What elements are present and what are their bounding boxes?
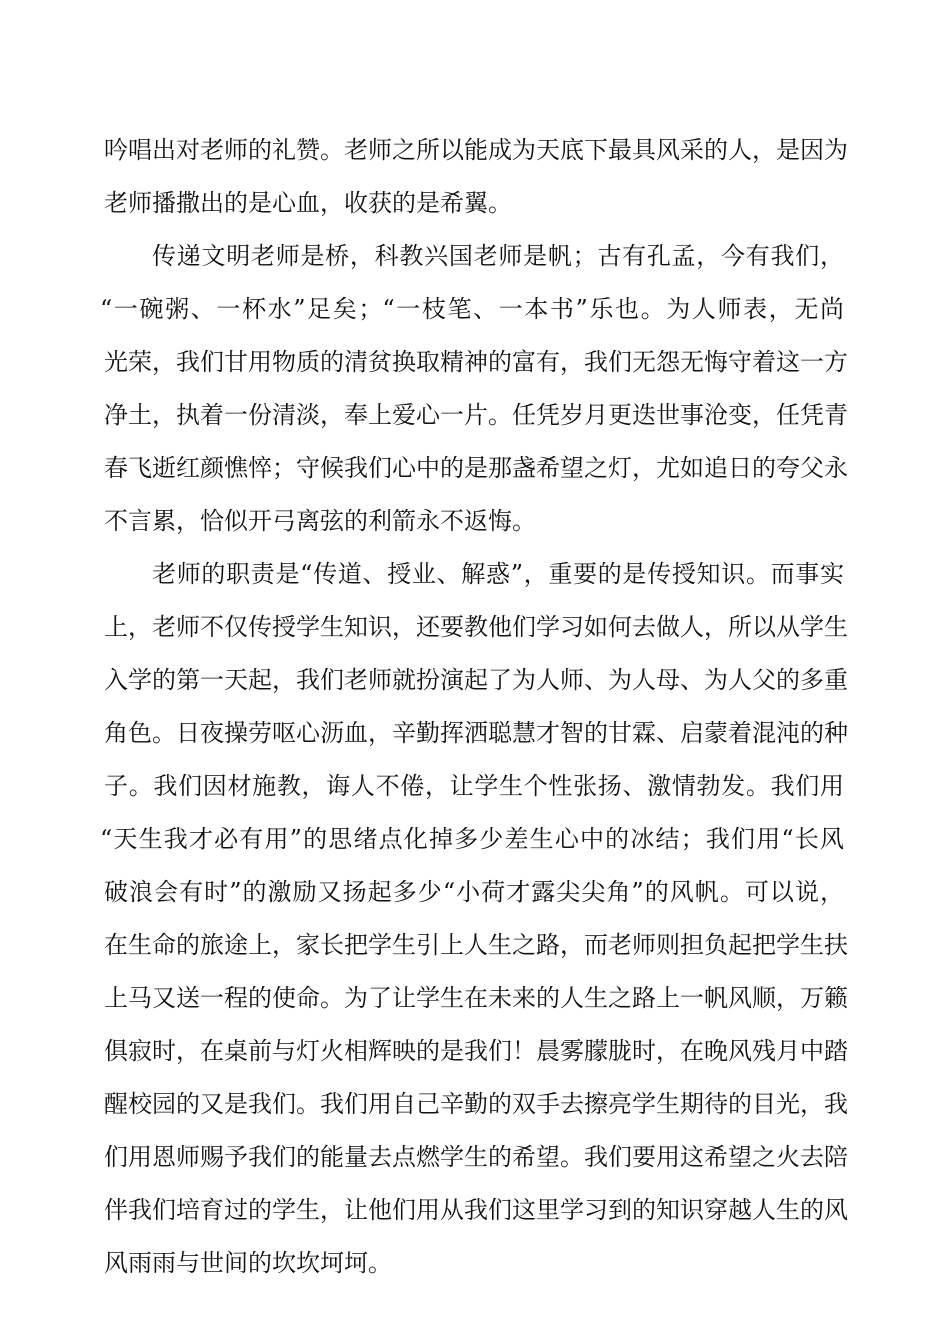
text-line: 不言累，恰似开弓离弦的利箭永不返悔。 [104,507,536,535]
text-line: 醒校园的又是我们。我们用自己辛勤的双手去擦亮学生期待的目光，我 [104,1090,848,1118]
text-line: 净土，执着一份清淡，奉上爱心一片。任凭岁月更迭世事沧变，任凭青 [104,401,848,429]
text-line: 上马又送一程的使命。为了让学生在未来的人生之路上一帆风顺，万籁 [104,984,848,1012]
text-line: 伴我们培育过的学生，让他们用从我们这里学习到的知识穿越人生的风 [104,1196,848,1224]
text-line: 上，老师不仅传授学生知识，还要教他们学习如何去做人，所以从学生 [104,613,848,641]
paragraph-first-line: 老师的职责是“传道、授业、解惑”，重要的是传授知识。而事实 [152,560,844,588]
text-line: 角色。日夜操劳呕心沥血，辛勤挥洒聪慧才智的甘霖、启蒙着混沌的种 [104,719,848,747]
text-line: “一碗粥、一杯水”足矣；“一枝笔、一本书”乐也。为人师表，无尚 [100,295,844,323]
text-line: 子。我们因材施教，诲人不倦，让学生个性张扬、激情勃发。我们用 [104,772,844,800]
text-line: 在生命的旅途上，家长把学生引上人生之路，而老师则担负起把学生扶 [104,931,848,959]
text-line: 们用恩师赐予我们的能量去点燃学生的希望。我们要用这希望之火去陪 [104,1143,848,1171]
text-line: 入学的第一天起，我们老师就扮演起了为人师、为人母、为人父的多重 [104,666,848,694]
text-line: 风雨雨与世间的坎坎坷坷。 [104,1249,392,1277]
text-line: 吟唱出对老师的礼赞。老师之所以能成为天底下最具风采的人，是因为 [104,136,848,164]
text-line: “天生我才必有用”的思绪点化掉多少差生心中的冰结；我们用“长风 [100,825,844,853]
text-line: 老师播撒出的是心血，收获的是希翼。 [104,189,512,217]
text-line: 春飞逝红颜憔悴；守候我们心中的是那盏希望之灯，尤如追日的夸父永 [104,454,848,482]
paragraph-first-line: 传递文明老师是桥，科教兴国老师是帆；古有孔孟，今有我们， [152,242,844,270]
text-line: 光荣，我们甘用物质的清贫换取精神的富有，我们无怨无悔守着这一方 [104,348,848,376]
text-line: 俱寂时，在桌前与灯火相辉映的是我们！晨雾朦胧时，在晚风残月中踏 [104,1037,848,1065]
text-line: 破浪会有时”的激励又扬起多少“小荷才露尖尖角”的风帆。可以说， [104,878,844,906]
